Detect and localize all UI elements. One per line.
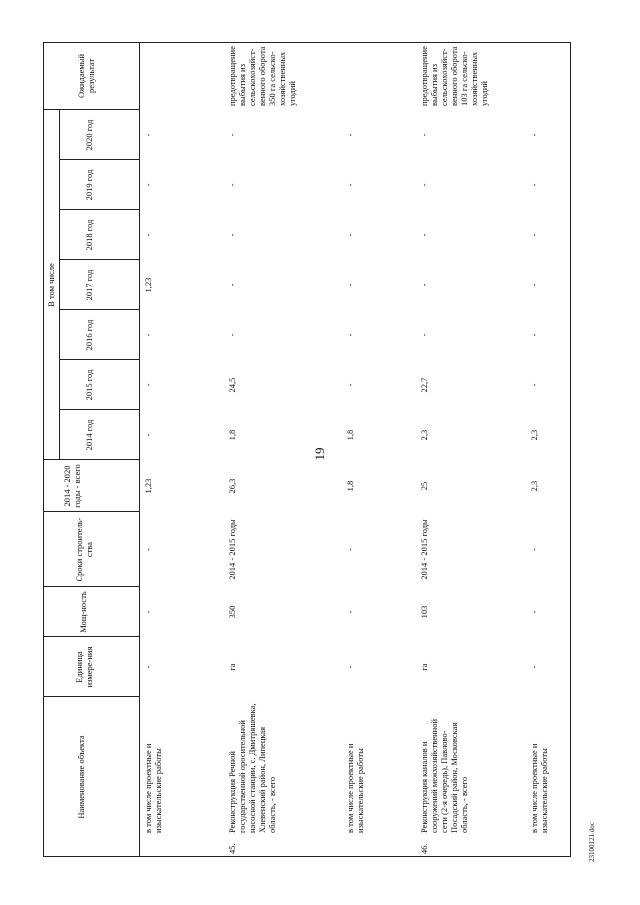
header-period: Сроки строитель-ства [74,517,94,582]
header-year-2018: 2018 год [84,219,94,251]
row-year-value: - [143,183,153,187]
table-rule [139,42,140,857]
row-year-value: - [345,133,355,137]
table-rule [59,309,139,310]
table-rule [59,209,139,210]
row-capacity: - [143,610,153,614]
row-year-value: - [227,133,237,137]
row-year-value: - [227,283,237,287]
table-rule [43,636,139,637]
row-year-value: - [419,283,429,287]
row-capacity: - [345,610,355,614]
row-year-value: - [529,133,539,137]
row-name: в том числе проектные и изыскательские работы [345,743,365,833]
row-year-value: - [419,333,429,337]
header-year-2017: 2017 год [84,269,94,301]
row-total: 1,8 [345,480,355,492]
row-period: - [529,548,539,551]
row-year-value: - [143,333,153,337]
row-name: в том числе проектные и изыскательские работы [143,743,163,833]
row-period: - [143,548,153,551]
row-year-value: - [227,333,237,337]
table-rule [43,109,139,110]
table-rule [59,110,60,460]
row-period: 2014 - 2015 годы [419,519,429,580]
row-year-value: - [345,333,355,337]
page-number: 19 [312,447,327,461]
row-result: предотвращение выбытия из сельскохозяйст-венного оборота 103 га сельско-хозяйственных угодий [419,46,489,106]
row-number: 46. [419,843,429,854]
header-year-2020: 2020 год [84,119,94,151]
row-year-value: 22,7 [419,377,429,393]
row-year-value: - [345,383,355,387]
row-total: 25 [419,481,429,491]
row-total: 2,3 [529,480,539,492]
row-year-value: - [345,233,355,237]
row-period: - [345,548,355,551]
table-rule [43,42,571,43]
header-year-2016: 2016 год [84,319,94,351]
table-rule [43,42,44,857]
header-total: 2014 - 2020 годы - всего [62,464,82,508]
header-unit: Единица измере-ния [74,646,94,688]
table-rule [59,359,139,360]
row-year-value: 2,3 [419,429,429,441]
table-rule [59,409,139,410]
row-number: 45. [227,843,237,854]
row-year-value: - [143,133,153,137]
row-year-value: - [345,183,355,187]
row-year-value: - [529,183,539,187]
table-rule [43,459,139,460]
row-name: в том числе проектные и изыскательские работы [529,743,549,833]
header-year-2014: 2014 год [84,419,94,451]
row-year-value: - [419,133,429,137]
row-year-value: - [529,333,539,337]
row-capacity: - [529,610,539,614]
header-result: Ожидаемый результат [76,53,96,99]
row-year-value: 2,3 [529,429,539,441]
row-total: 26,3 [227,478,237,494]
row-unit: - [529,665,539,669]
program-table [43,42,571,857]
row-year-value: - [345,283,355,287]
row-year-value: - [227,233,237,237]
row-year-value: - [529,283,539,287]
row-year-value: - [143,233,153,237]
table-rule [43,856,571,857]
row-year-value: - [227,183,237,187]
row-capacity: 103 [419,605,429,619]
row-year-value: 1,8 [345,429,355,441]
row-year-value: 1,23 [143,277,153,293]
row-result: предотвращение выбытия из сельскохозяйст-венного оборота 350 га сельско-хозяйственных угодий [227,46,297,106]
row-unit: га [227,663,237,671]
row-year-value: - [419,233,429,237]
table-rule [43,696,139,697]
row-year-value: - [529,383,539,387]
row-name: Реконструкция Речной государственной оросительной насосной станции, с. Дмитряшевка, Хлевенский район, Липецкая область, - всего [227,703,277,833]
row-year-value: - [419,183,429,187]
row-unit: - [345,665,355,669]
table-rule [59,259,139,260]
row-unit: га [419,663,429,671]
footer-code: 23100121.doc [588,822,596,862]
header-year-2019: 2019 год [84,169,94,201]
row-year-value: - [529,233,539,237]
row-year-value: 24,5 [227,377,237,393]
header-year-2015: 2015 год [84,369,94,401]
row-year-value: - [143,383,153,387]
row-year-value: - [143,433,153,437]
table-rule [570,42,571,857]
header-capacity: Мощ-ность [78,591,88,633]
row-total: 1,23 [143,478,153,494]
row-unit: - [143,665,153,669]
table-rule [43,511,139,512]
table-rule [59,159,139,160]
table-rule [43,586,139,587]
header-name: Наименование объекта [76,735,86,819]
row-period: 2014 - 2015 годы [227,519,237,580]
header-including: В том числе [46,263,56,307]
row-name: Реконструкция каналов и сооружений межхозяйственной сети (2-я очередь), Павлово-Посадский район, Московская область, - всего [419,719,469,833]
row-capacity: 350 [227,605,237,619]
row-year-value: 1,8 [227,429,237,441]
